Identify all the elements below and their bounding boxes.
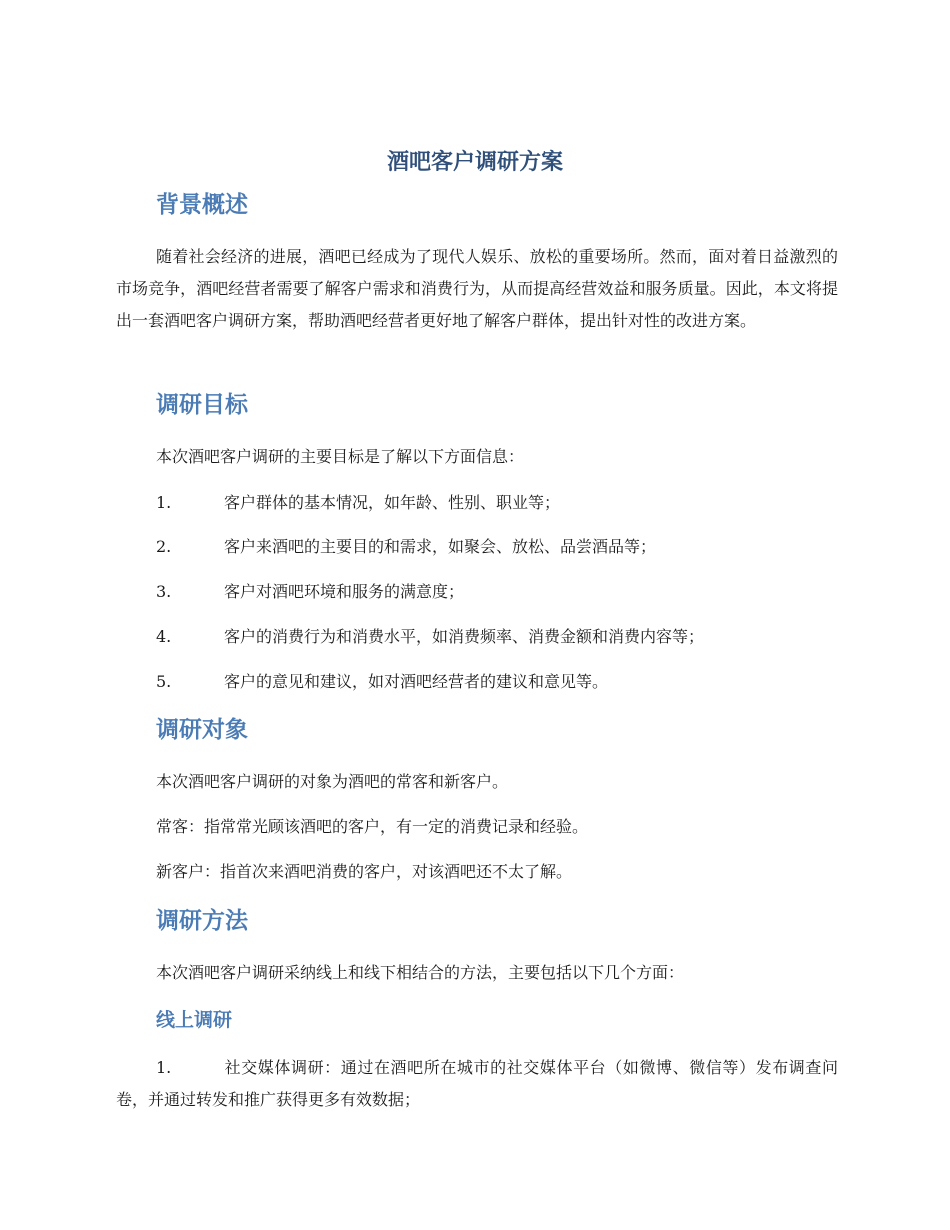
list-number: 5. <box>156 672 172 691</box>
goals-list-item <box>156 576 838 608</box>
list-text: 客户对酒吧环境和服务的满意度； <box>224 582 465 601</box>
list-number: 1. <box>156 1058 172 1077</box>
targets-intro: 本次酒吧客户调研的对象为酒吧的常客和新客户。 <box>156 772 509 791</box>
goals-list-item <box>156 666 838 698</box>
list-text: 客户的意见和建议，如对酒吧经营者的建议和意见等。 <box>224 672 609 691</box>
heading-targets: 调研对象 <box>156 717 248 743</box>
goals-list-item <box>156 487 838 519</box>
list-number: 3. <box>156 582 172 601</box>
targets-regular: 常客：指常常光顾该酒吧的客户，有一定的消费记录和经验。 <box>156 817 589 836</box>
heading-background: 背景概述 <box>156 192 248 218</box>
online-list-item <box>116 1052 838 1116</box>
list-number: 4. <box>156 627 172 646</box>
list-number: 1. <box>156 493 172 512</box>
goals-intro: 本次酒吧客户调研的主要目标是了解以下方面信息： <box>156 447 525 466</box>
list-text: 客户群体的基本情况，如年龄、性别、职业等； <box>224 493 561 512</box>
background-paragraph: 随着社会经济的进展，酒吧已经成为了现代人娱乐、放松的重要场所。然而，面对着日益激烈的市场竞争，酒吧经营者需要了解客户需求和消费行为，从而提高经营效益和服务质量。因此，本文将提出一套酒吧客户调研方案，帮助酒吧经营者更好地了解客户群体，提出针对性的改进方案。 <box>116 247 838 330</box>
list-text: 客户来酒吧的主要目的和需求，如聚会、放松、品尝酒品等； <box>224 537 657 556</box>
goals-list-item <box>156 531 838 563</box>
list-text: 客户的消费行为和消费水平，如消费频率、消费金额和消费内容等； <box>224 627 705 646</box>
heading-methods: 调研方法 <box>156 908 248 934</box>
methods-intro: 本次酒吧客户调研采纳线上和线下相结合的方法，主要包括以下几个方面： <box>156 963 685 982</box>
targets-new: 新客户：指首次来酒吧消费的客户，对该酒吧还不太了解。 <box>156 862 573 881</box>
goals-list-item <box>156 621 838 653</box>
list-text: 社交媒体调研：通过在酒吧所在城市的社交媒体平台（如微博、微信等）发布调查问卷，并通过转发和推广获得更多有效数据； <box>116 1058 838 1109</box>
subheading-online: 线上调研 <box>156 1009 233 1031</box>
list-number: 2. <box>156 537 172 556</box>
document-title: 酒吧客户调研方案 <box>386 150 563 175</box>
heading-goals: 调研目标 <box>156 392 248 418</box>
